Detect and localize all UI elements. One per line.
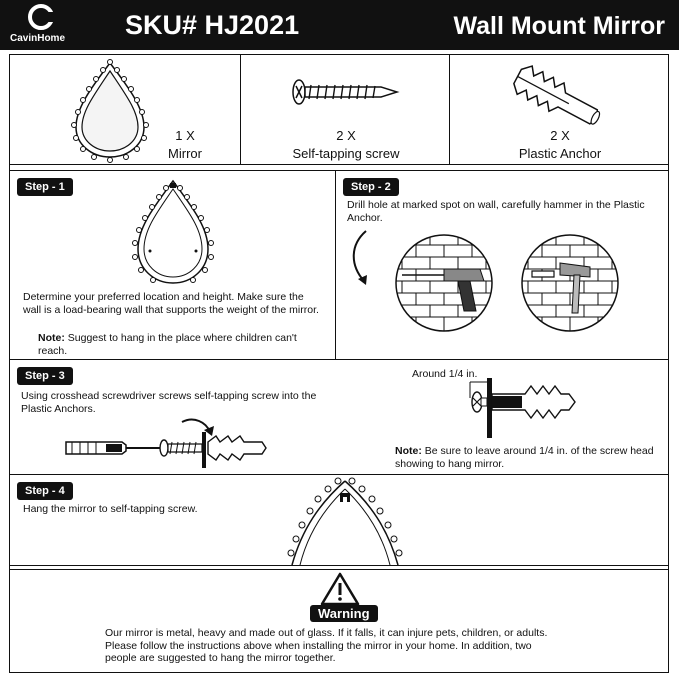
part-mirror-qty: 1 X [175,128,195,143]
brand-logo-gap [44,12,56,22]
step-1-panel [9,170,336,360]
step-3-note [395,445,665,470]
sku-number: SKU# HJ2021 [125,10,300,40]
page-title: Wall Mount Mirror [453,12,665,40]
curved-arrow-icon [346,229,376,289]
step-3-measure-label: Around 1/4 in. [412,368,478,380]
mirror-teardrop-icon [70,59,150,159]
step-2-text: Drill hole at marked spot on wall, carefully hammer in the Plastic Anchor. [347,199,645,224]
screw-in-arrow-icon [180,418,220,438]
part-anchor-qty: 2 X [550,128,570,143]
screwdriver-anchor-illustration [62,430,282,470]
step-4-text: Hang the mirror to self-tapping screw. [23,503,198,515]
part-anchor-cell [449,54,669,165]
brand-name: CavinHome [10,33,66,44]
part-screw-cell [240,54,450,165]
step-1-label: Step - 1 [17,178,73,196]
step-4-panel [9,474,669,566]
warning-panel [9,569,669,673]
drill-wall-illustration [388,233,500,333]
mirror-hanging-illustration [280,475,410,565]
warning-label: Warning [310,605,378,622]
part-mirror-name: Mirror [168,146,202,161]
hammer-wall-illustration [514,233,626,333]
plastic-anchor-icon [510,69,610,129]
part-screw-qty: 2 X [336,128,356,143]
step-2-panel [335,170,669,360]
mirror-placement-icon [128,175,218,285]
header-bar [0,0,679,50]
step-1-note-text: Suggest to hang in the place where children can't reach. [38,332,297,357]
step-3-note-label: Note: [395,445,422,457]
part-mirror-cell [9,54,241,165]
step-3-panel [9,359,669,475]
screw-icon [291,77,401,107]
step-2-label: Step - 2 [343,178,399,196]
step-3-note-text: Be sure to leave around 1/4 in. of the screw head showing to hang mirror. [395,445,654,470]
part-screw-name: Self-tapping screw [292,146,400,161]
warning-text: Our mirror is metal, heavy and made out of glass. If it falls, it can injure pets, children, or adults. Please follow the instructions above when installing the mirror in your home. In addition, two people are suggested to hang the mirror together. [105,627,548,664]
part-anchor-name: Plastic Anchor [518,146,602,161]
step-3-text: Using crosshead screwdriver screws self-tapping screw into the Plastic Anchors. [21,390,317,415]
step-1-note-label: Note: [38,332,65,344]
warning-triangle-icon [320,572,360,606]
step-1-note [38,332,298,357]
step-4-label: Step - 4 [17,482,73,500]
anchor-in-wall-illustration [465,372,595,442]
step-3-label: Step - 3 [17,367,73,385]
step-1-text: Determine your preferred location and height. Make sure the wall is a load-bearing wall that supports the weight of the mirror. [23,291,319,316]
